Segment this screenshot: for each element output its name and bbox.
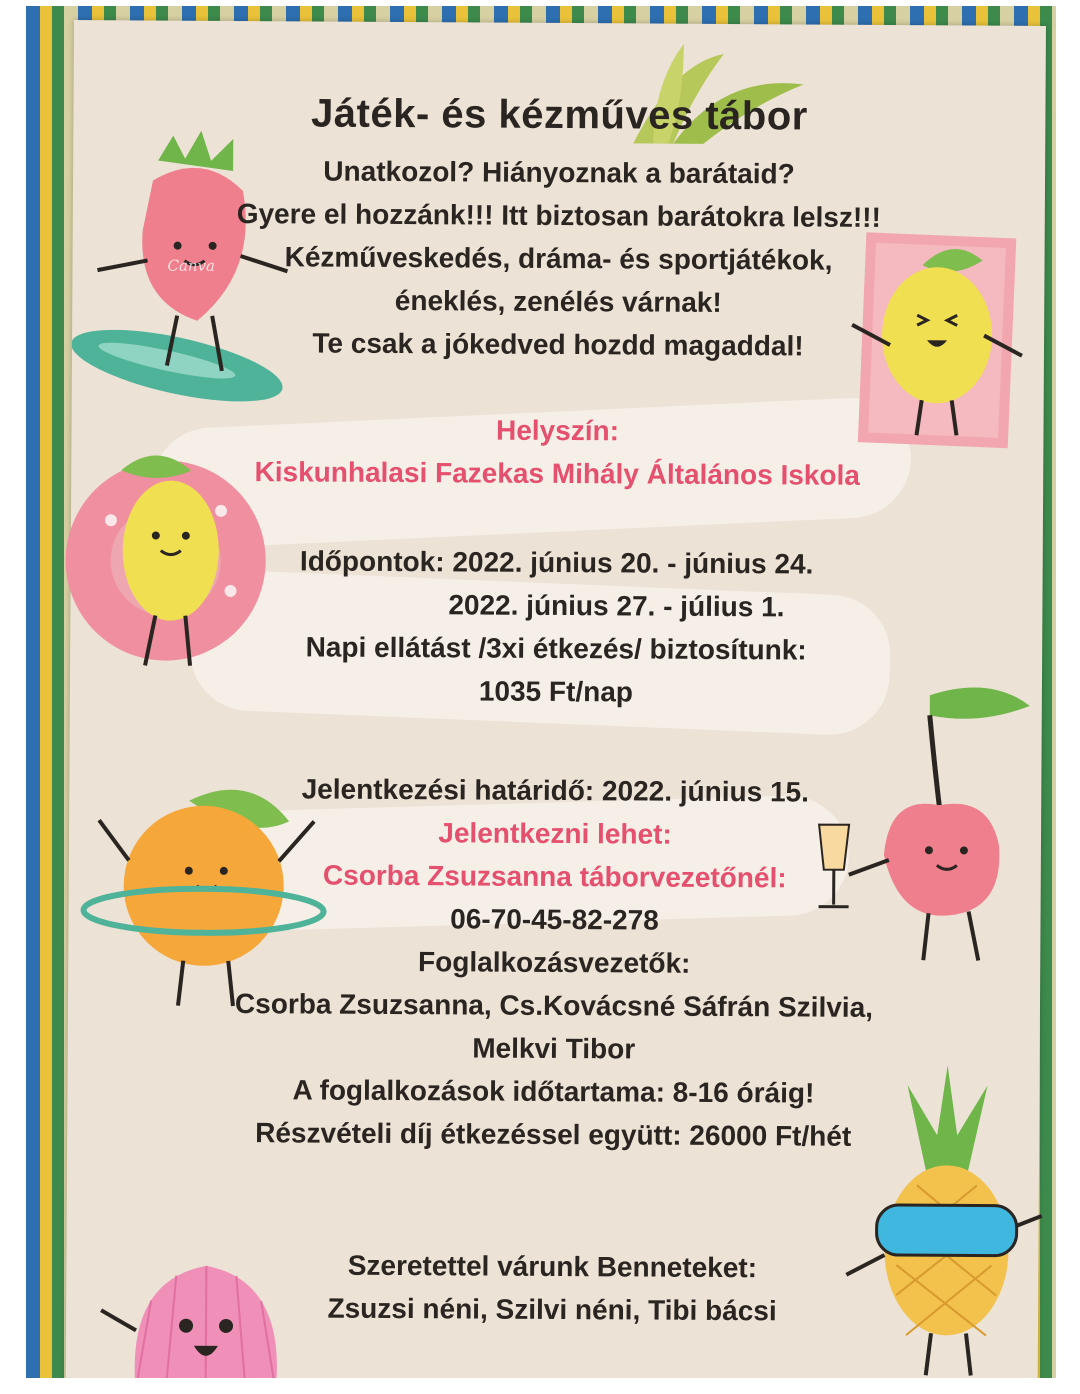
leaders-line-2: Melkvi Tibor [472,1032,636,1065]
location-label: Helyszín: [495,414,620,447]
intro-line-5: Te csak a jókedved hozdd magaddal! [312,327,804,362]
watermark-text: Canva [167,256,216,275]
poster-title: Játék- és kézműves tábor [310,91,808,139]
deadline-line: Jelentkezési határidő: 2022. június 15. [301,773,810,808]
dates-block [70,538,1043,716]
fee-line: Részvételi díj étkezéssel együtt: 26000 Ft/hét [255,1117,852,1152]
intro-line-2: Gyere el hozzánk!!! Itt biztosan barátokra lelsz!!! [236,197,881,233]
leaders-label: Foglalkozásvezetők: [418,946,691,979]
poster [66,20,1046,1378]
intro-line-3: Kézműveskedés, dráma- és sportjátékok, [284,241,833,276]
meals-price: 1035 Ft/nap [478,675,634,708]
apply-label: Jelentkezni lehet: [438,817,672,850]
phone-number: 06-70-45-82-278 [450,903,659,936]
photo-background [26,6,1056,1378]
duration-line: A foglalkozások időtartama: 8-16 óráig! [292,1074,815,1109]
intro-block [72,148,1045,369]
meals-line: Napi ellátást /3xi étkezés/ biztosítunk: [305,631,807,666]
apply-contact: Csorba Zsuzsanna táborvezetőnél: [322,859,787,894]
intro-line-1: Unatkozol? Hiányoznak a barátaid? [323,155,795,190]
closing-line-2: Zsuzsi néni, Szilvi néni, Tibi bácsi [327,1292,777,1327]
dates-line-1: Időpontok: 2022. június 20. - június 24. [299,545,814,580]
leaders-line-1: Csorba Zsuzsanna, Cs.Kovácsné Sáfrán Szilvia, [234,988,874,1023]
location-block [71,406,1044,498]
location-value: Kiskunhalasi Fazekas Mihály Általános Iskola [254,456,860,491]
intro-line-4: éneklés, zenélés várnak! [394,284,722,318]
closing-line-1: Szeretettel várunk Benneteket: [347,1249,758,1284]
dates-line-2: 2022. június 27. - július 1. [448,589,785,623]
apply-block [67,766,1041,1159]
closing-block [66,1242,1039,1334]
